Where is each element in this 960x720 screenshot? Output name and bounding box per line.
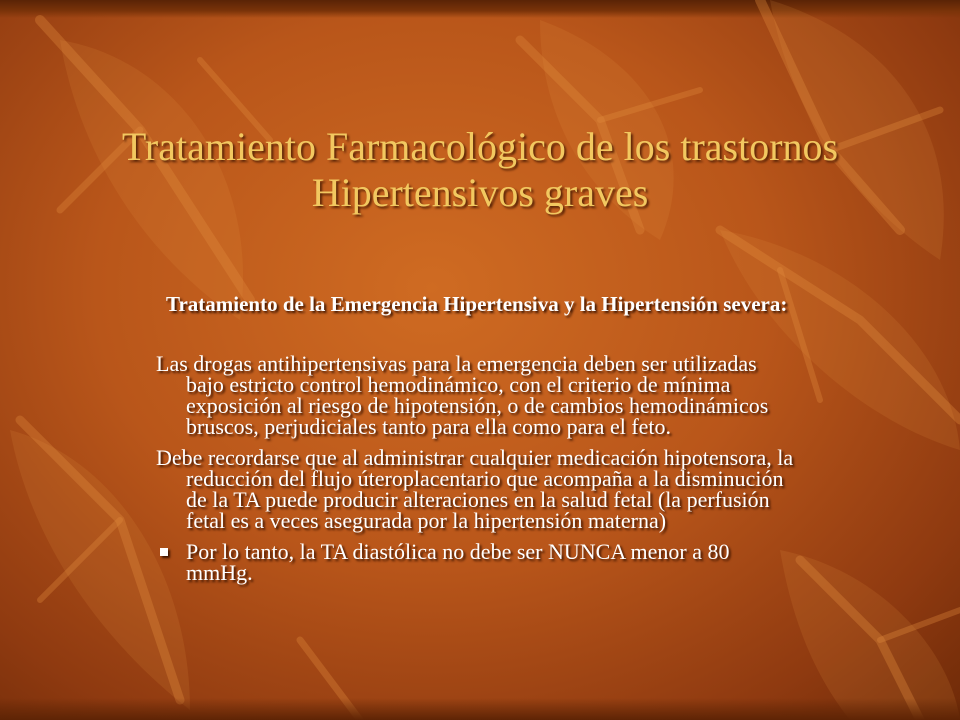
bottom-shadow-band	[0, 698, 960, 720]
bullet-item	[156, 541, 796, 583]
body-paragraph-2: Debe recordarse que al administrar cualquier medicación hipotensora, la reducción del flujo úteroplacentario que acompaña a la disminución de la TA puede producir alteraciones en la salud fetal (la perfusión fetal es a veces asegurada por la hipertensión materna)	[156, 445, 794, 533]
bullet-text: Por lo tanto, la TA diastólica no debe ser NUNCA menor a 80 mmHg.	[186, 539, 730, 585]
body-paragraph-1: Las drogas antihipertensivas para la emergencia deben ser utilizadas bajo estricto control hemodinámico, con el criterio de mínima exposición al riesgo de hipotensión, o de cambios hemodinámicos bruscos, perjudiciales tanto para ella como para el feto.	[156, 351, 769, 439]
slide-body	[156, 294, 796, 583]
square-bullet-icon	[160, 548, 168, 556]
slide-title: Tratamiento Farmacológico de los trastornos Hipertensivos graves	[121, 124, 839, 215]
section-subheading: Tratamiento de la Emergencia Hipertensiva y la Hipertensión severa:	[166, 292, 788, 316]
